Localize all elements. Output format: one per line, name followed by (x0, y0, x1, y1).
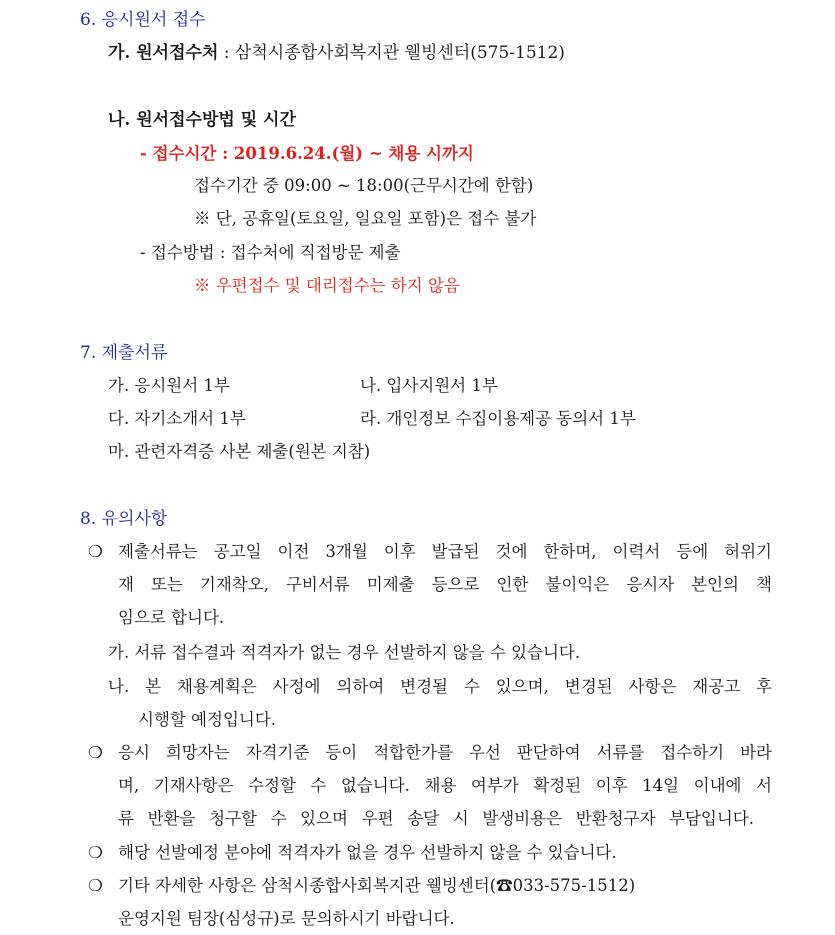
reception-place (108, 43, 565, 63)
bullet-icon: ❍ (88, 876, 103, 895)
section-6-title: 6. 응시원서 접수 (80, 10, 206, 30)
mail-note: ※ 우편접수 및 대리접수는 하지 않음 (194, 276, 460, 295)
reception-time: - 접수시간 : 2019.6.24.(월) ~ 채용 시까지 (140, 144, 474, 163)
reception-place-value: : 삼척시종합사회복지관 웰빙센터(575-1512) (218, 43, 565, 63)
reception-method-label: 나. 원서접수방법 및 시간 (108, 110, 296, 130)
notice-ga: 가. 서류 접수결과 적격자가 없는 경우 선발하지 않을 수 있습니다. (108, 643, 581, 662)
doc-item: 다. 자기소개서 1부 (108, 409, 246, 428)
reception-method: - 접수방법 : 접수처에 직접방문 제출 (140, 243, 401, 262)
notice-1-line-1: 제출서류는 공고일 이전 3개월 이후 발급된 것에 한하며, 이력서 등에 허위기 (118, 542, 772, 561)
reception-method-title (108, 110, 296, 130)
reception-period: 접수기간 중 09:00 ~ 18:00(근무시간에 한함) (194, 176, 534, 195)
notice-4-line-2: 운영지원 팀장(심성규)로 문의하시기 바랍니다. (118, 909, 455, 928)
reception-place-label: 가. 원서접수처 (108, 43, 219, 63)
bullet-icon: ❍ (88, 542, 103, 561)
bullet-icon: ❍ (88, 743, 103, 762)
notice-2-line-1: 응시 희망자는 자격기준 등이 적합한가를 우선 판단하여 서류를 접수하기 바라 (118, 743, 772, 762)
section-7-title: 7. 제출서류 (80, 343, 168, 363)
notice-1-line-3: 임으로 합니다. (118, 608, 225, 627)
doc-item: 마. 관련자격증 사본 제출(원본 지참) (108, 442, 371, 461)
bullet-icon: ❍ (88, 843, 103, 862)
notice-1-line-2: 재 또는 기재착오, 구비서류 미제출 등으로 인한 불이익은 응시자 본인의 책 (118, 575, 772, 594)
doc-item: 라. 개인정보 수집이용제공 동의서 1부 (360, 409, 636, 428)
notice-2-line-3: 류 반환을 청구할 수 있으며 우편 송달 시 발생비용은 반환청구자 부담입니다. (118, 809, 754, 828)
holiday-note: ※ 단, 공휴일(토요일, 일요일 포함)은 접수 불가 (194, 209, 537, 228)
notice-2-line-2: 며, 기재사항은 수정할 수 없습니다. 채용 여부가 확정된 이후 14일 이내에 서 (118, 776, 772, 795)
notice-3: 해당 선발예정 분야에 적격자가 없을 경우 선발하지 않을 수 있습니다. (118, 843, 617, 862)
doc-item: 나. 입사지원서 1부 (360, 376, 498, 395)
notice-na-line-1: 나. 본 채용계획은 사정에 의하여 변경될 수 있으며, 변경된 사항은 재공고 후 (108, 677, 772, 696)
section-8-title: 8. 유의사항 (80, 509, 168, 529)
doc-item: 가. 응시원서 1부 (108, 376, 230, 395)
notice-4-line-1: 기타 자세한 사항은 삼척시종합사회복지관 웰빙센터(☎033-575-1512) (118, 876, 636, 895)
notice-na-line-2: 시행할 예정입니다. (138, 710, 277, 729)
